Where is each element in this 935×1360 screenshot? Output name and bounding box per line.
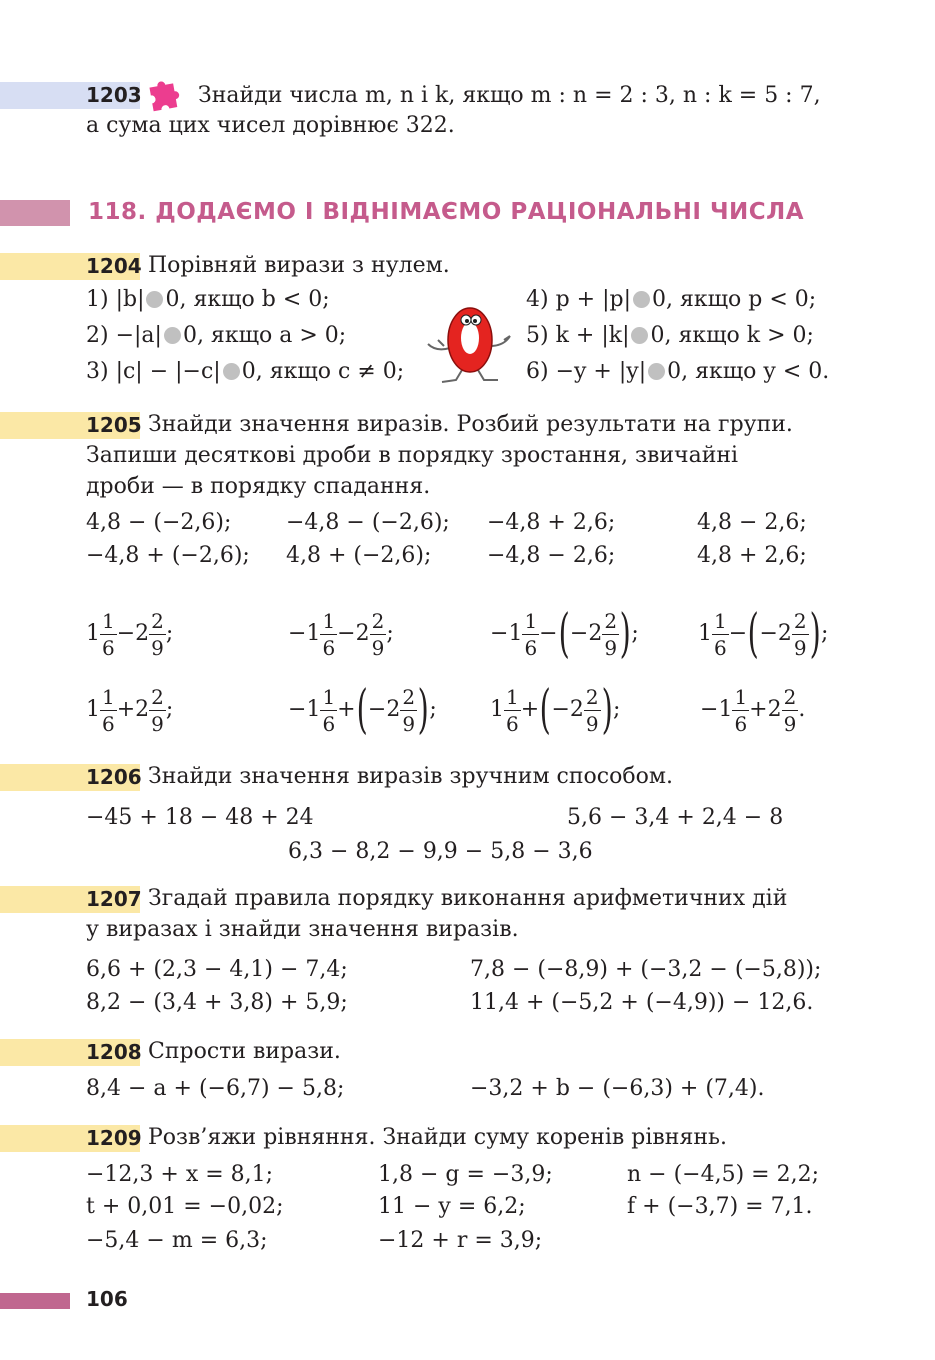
- equation: t + 0,01 = −0,02;: [86, 1194, 284, 1219]
- zero-mascot-icon: [420, 298, 520, 388]
- expression: 6,6 + (2,3 − 4,1) − 7,4;: [86, 957, 348, 982]
- expression: −4,8 + (−2,6);: [86, 543, 250, 568]
- compare-dot-icon: [223, 363, 240, 380]
- expression: −4,8 + 2,6;: [487, 510, 616, 535]
- fraction-expression: − 1 $\frac{1}{6}$ − ( − 2 $\frac{2}{9}$ ) ;: [490, 604, 639, 664]
- exercise-number: 1205: [86, 413, 142, 437]
- fraction-expression: − 1 $\frac{1}{6}$ − 2 $\frac{2}{9}$ ;: [288, 608, 394, 660]
- exercise-text: Згадай правила порядку виконання арифметичних дій: [148, 886, 788, 911]
- exercise-text: Знайди значення виразів. Розбий результати на групи.: [148, 412, 793, 437]
- expression: −3,2 + b − (−6,3) + (7,4).: [470, 1076, 765, 1101]
- exercise-text: Запиши десяткові дроби в порядку зростання, звичайні: [86, 443, 739, 468]
- exercise-number: 1209: [86, 1126, 142, 1150]
- exercise-text: а сума цих чисел дорівнює 322.: [86, 113, 455, 138]
- expression: 5,6 − 3,4 + 2,4 − 8: [567, 805, 784, 830]
- expression: 8,2 − (3,4 + 3,8) + 5,9;: [86, 990, 348, 1015]
- exercise-text: Знайди числа m, n і k, якщо m : n = 2 : 3, n : k = 5 : 7,: [198, 83, 821, 108]
- fraction-expression: 1 $\frac{1}{6}$ + ( − 2 $\frac{2}{9}$ ) ;: [490, 680, 621, 740]
- fraction-expression: 1 $\frac{1}{6}$ − 2 $\frac{2}{9}$ ;: [86, 608, 174, 660]
- compare-item: 2) −|a| 0, якщо a > 0;: [86, 323, 347, 348]
- equation: −12 + r = 3,9;: [378, 1228, 543, 1253]
- exercise-title: Спрости вирази.: [148, 1039, 341, 1064]
- expression: 7,8 − (−8,9) + (−3,2 − (−5,8));: [470, 957, 822, 982]
- compare-item: 6) −y + |y| 0, якщо y < 0.: [526, 359, 830, 384]
- compare-item: 3) |c| − |−c| 0, якщо c ≠ 0;: [86, 359, 405, 384]
- exercise-number: 1208: [86, 1040, 142, 1064]
- section-title: 118. ДОДАЄМО І ВІДНІМАЄМО РАЦІОНАЛЬНІ ЧИСЛА: [88, 199, 805, 225]
- puzzle-icon: [145, 77, 187, 113]
- fraction-expression: − 1 $\frac{1}{6}$ + ( − 2 $\frac{2}{9}$ ) ;: [288, 680, 437, 740]
- expression: 6,3 − 8,2 − 9,9 − 5,8 − 3,6: [288, 839, 593, 864]
- exercise-title: Розв’яжи рівняння. Знайди суму коренів рівнянь.: [148, 1125, 727, 1150]
- compare-dot-icon: [146, 291, 163, 308]
- page-number-marker: [0, 1293, 70, 1309]
- expression: 11,4 + (−5,2 + (−4,9)) − 12,6.: [470, 990, 814, 1015]
- expression: −4,8 − 2,6;: [487, 543, 616, 568]
- compare-item: 4) p + |p| 0, якщо p < 0;: [526, 287, 817, 312]
- section-marker: [0, 200, 70, 226]
- exercise-number: 1204: [86, 254, 142, 278]
- equation: 1,8 − g = −3,9;: [378, 1162, 553, 1187]
- expression: −45 + 18 − 48 + 24: [86, 805, 314, 830]
- compare-dot-icon: [164, 327, 181, 344]
- compare-dot-icon: [631, 327, 648, 344]
- exercise-title: Порівняй вирази з нулем.: [148, 253, 450, 278]
- equation: n − (−4,5) = 2,2;: [627, 1162, 819, 1187]
- page-number: 106: [86, 1287, 128, 1311]
- exercise-text: дроби — в порядку спадання.: [86, 474, 431, 499]
- expression: 4,8 + 2,6;: [697, 543, 807, 568]
- compare-dot-icon: [648, 363, 665, 380]
- expression: 8,4 − a + (−6,7) − 5,8;: [86, 1076, 345, 1101]
- fraction-expression: 1 $\frac{1}{6}$ + 2 $\frac{2}{9}$ ;: [86, 684, 174, 736]
- expression: −4,8 − (−2,6);: [286, 510, 450, 535]
- exercise-title: Знайди значення виразів зручним способом.: [148, 764, 673, 789]
- compare-item: 1) |b| 0, якщо b < 0;: [86, 287, 330, 312]
- equation: 11 − y = 6,2;: [378, 1194, 526, 1219]
- fraction-expression: 1 $\frac{1}{6}$ − ( − 2 $\frac{2}{9}$ ) ;: [698, 604, 829, 664]
- expression: 4,8 − 2,6;: [697, 510, 807, 535]
- fraction-expression: − 1 $\frac{1}{6}$ + 2 $\frac{2}{9}$ .: [700, 684, 806, 736]
- equation: −12,3 + x = 8,1;: [86, 1162, 274, 1187]
- compare-item: 5) k + |k| 0, якщо k > 0;: [526, 323, 814, 348]
- exercise-number: 1206: [86, 765, 142, 789]
- exercise-text: у виразах і знайди значення виразів.: [86, 917, 519, 942]
- compare-dot-icon: [633, 291, 650, 308]
- expression: 4,8 − (−2,6);: [86, 510, 232, 535]
- exercise-number: 1207: [86, 887, 142, 911]
- exercise-number: 1203: [86, 83, 142, 107]
- equation: −5,4 − m = 6,3;: [86, 1228, 268, 1253]
- equation: f + (−3,7) = 7,1.: [627, 1194, 813, 1219]
- expression: 4,8 + (−2,6);: [286, 543, 432, 568]
